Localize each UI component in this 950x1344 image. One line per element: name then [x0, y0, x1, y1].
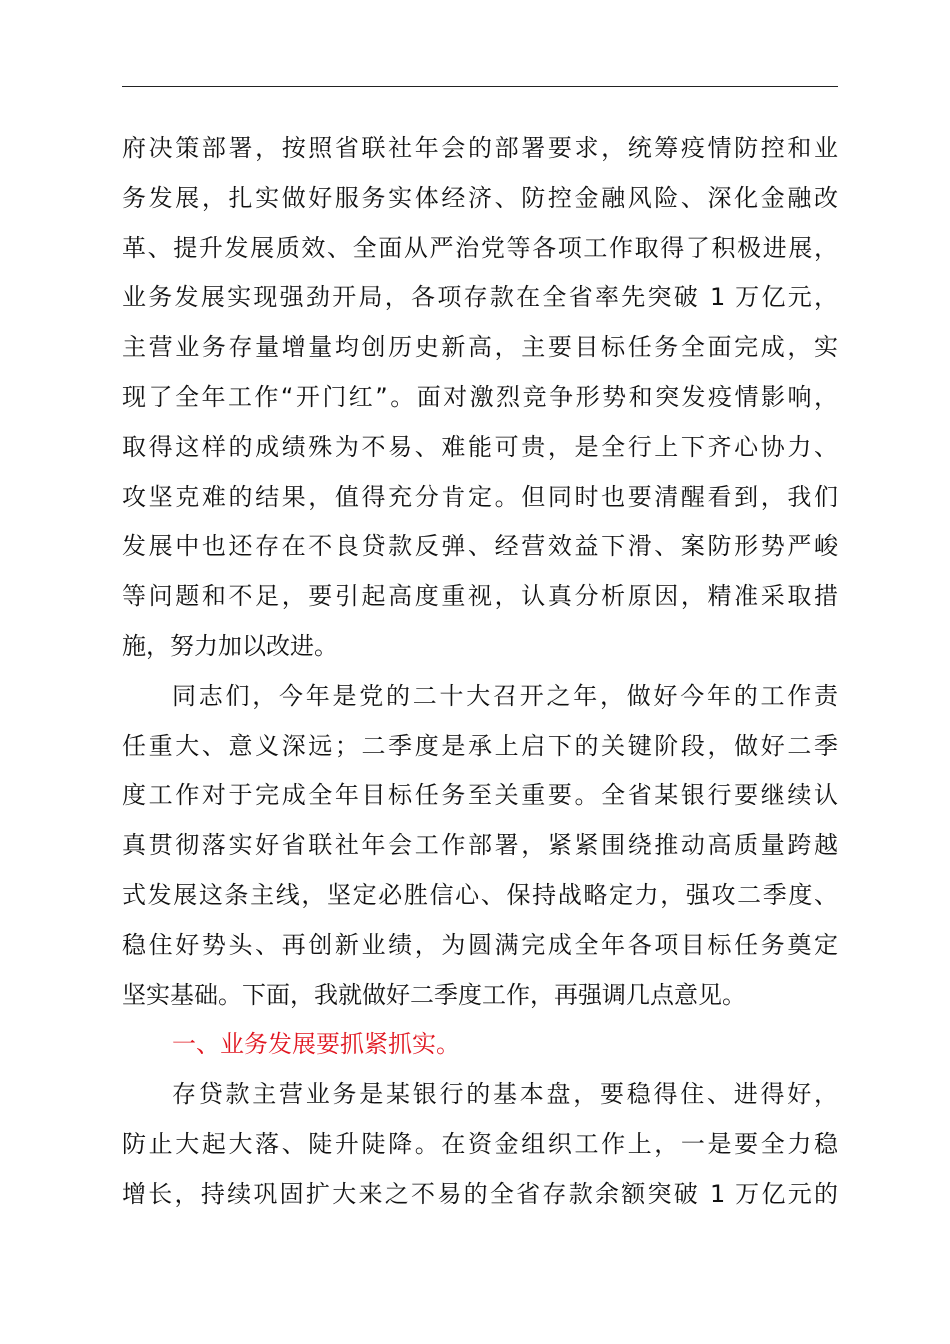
document-body — [122, 124, 838, 1220]
paragraph-line: 真贯彻落实好省联社年会工作部署，紧紧围绕推动高质量跨越 — [122, 831, 838, 860]
paragraph-line: 取得这样的成绩殊为不易、难能可贵，是全行上下齐心协力、 — [122, 432, 838, 461]
paragraph-line: 稳住好势头、再创新业绩，为圆满完成全年各项目标任务奠定 — [122, 930, 838, 959]
paragraph-line: 同志们，今年是党的二十大召开之年，做好今年的工作责 — [172, 681, 838, 710]
paragraph-line: 存贷款主营业务是某银行的基本盘，要稳得住、进得好， — [172, 1080, 838, 1109]
paragraph-line: 主营业务存量增量均创历史新高，主要目标任务全面完成，实 — [122, 333, 838, 362]
paragraph-line: 式发展这条主线，坚定必胜信心、保持战略定力，强攻二季度、 — [122, 880, 838, 909]
paragraph-line: 府决策部署，按照省联社年会的部署要求，统筹疫情防控和业 — [122, 134, 838, 162]
paragraph-line: 革、提升发展质效、全面从严治党等各项工作取得了积极进展， — [122, 233, 838, 262]
paragraph-line: 增长，持续巩固扩大来之不易的全省存款余额突破 1 万亿元的 — [122, 1179, 838, 1208]
paragraph-line: 业务发展实现强劲开局，各项存款在全省率先突破 1 万亿元， — [122, 283, 838, 312]
section-heading: 一、业务发展要抓紧抓实。 — [172, 1030, 460, 1059]
paragraph-line: 施，努力加以改进。 — [122, 631, 338, 660]
paragraph-line: 坚实基础。下面，我就做好二季度工作，再强调几点意见。 — [122, 980, 746, 1009]
paragraph-line: 等问题和不足，要引起高度重视，认真分析原因，精准采取措 — [122, 582, 838, 611]
paragraph-line: 现了全年工作“开门红”。面对激烈竞争形势和突发疫情影响， — [122, 382, 838, 411]
paragraph-line: 任重大、意义深远；二季度是承上启下的关键阶段，做好二季 — [122, 731, 838, 760]
paragraph-line: 务发展，扎实做好服务实体经济、防控金融风险、深化金融改 — [122, 183, 838, 212]
paragraph-line: 防止大起大落、陡升陡降。在资金组织工作上，一是要全力稳 — [122, 1129, 838, 1158]
paragraph-line: 度工作对于完成全年目标任务至关重要。全省某银行要继续认 — [122, 781, 838, 810]
paragraph-line: 发展中也还存在不良贷款反弹、经营效益下滑、案防形势严峻 — [122, 532, 838, 561]
header-rule — [122, 86, 838, 87]
paragraph-line: 攻坚克难的结果，值得充分肯定。但同时也要清醒看到，我们 — [122, 482, 838, 511]
